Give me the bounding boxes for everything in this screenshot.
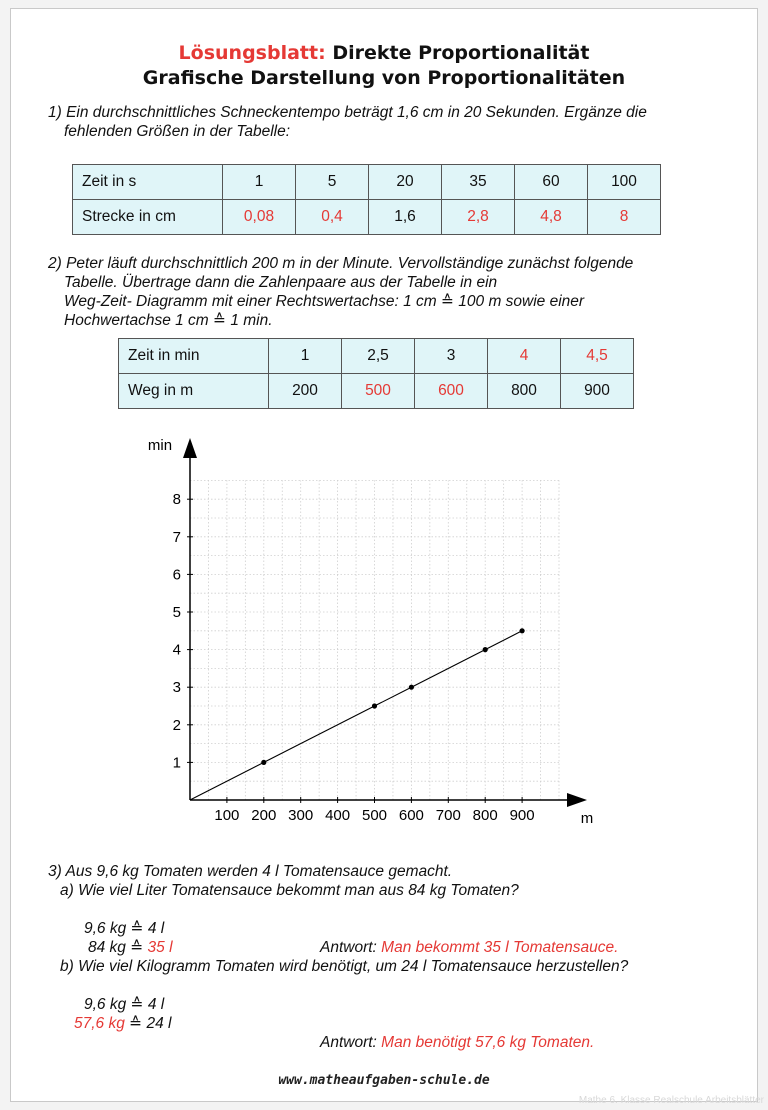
task2-line2: Tabelle. Übertrage dann die Zahlenpaare aus der Tabelle in ein bbox=[64, 274, 498, 291]
table-cell: 3 bbox=[415, 339, 488, 374]
task3b-line2-value: 57,6 kg bbox=[74, 1015, 125, 1032]
x-axis-arrow-icon bbox=[567, 793, 587, 807]
x-axis-label: m bbox=[580, 810, 594, 827]
table-cell: 200 bbox=[269, 374, 342, 409]
task3b-line1: 9,6 kg ≙ 4 l bbox=[84, 996, 165, 1013]
task3b-line2 bbox=[74, 1014, 171, 1033]
task3b-question: b) Wie viel Kilogramm Tomaten wird benötigt, um 24 l Tomatensauce herzustellen? bbox=[60, 958, 629, 975]
x-tick-label: 700 bbox=[435, 807, 461, 824]
table-cell: 2,8 bbox=[442, 200, 515, 235]
x-tick-label: 600 bbox=[398, 807, 424, 824]
title-line1: Direkte Proportionalität bbox=[332, 42, 590, 64]
task1-line1: 1) Ein durchschnittliches Schneckentempo beträgt 1,6 cm in 20 Sekunden. Ergänze die bbox=[48, 104, 647, 121]
x-tick-label: 300 bbox=[288, 807, 314, 824]
table-cell: 500 bbox=[342, 374, 415, 409]
table-cell: 5 bbox=[296, 165, 369, 200]
table-cell: 4,8 bbox=[515, 200, 588, 235]
y-tick-label: 8 bbox=[172, 491, 181, 509]
x-tick-label: 400 bbox=[325, 807, 351, 824]
table-cell: 100 bbox=[588, 165, 661, 200]
data-point bbox=[261, 760, 266, 765]
task3b-answer-text: Man benötigt 57,6 kg Tomaten. bbox=[381, 1034, 595, 1051]
watermark: Mathe 6. Klasse Realschule Arbeitsblätter bbox=[578, 1095, 764, 1106]
task2-line1: 2) Peter läuft durchschnittlich 200 m in der Minute. Vervollständige zunächst folgende bbox=[48, 255, 634, 272]
data-point bbox=[520, 628, 525, 633]
y-tick-label: 2 bbox=[172, 716, 181, 734]
y-tick-label: 6 bbox=[172, 566, 181, 584]
task3a-answer-text: Man bekommt 35 l Tomatensauce. bbox=[381, 939, 619, 956]
table-cell: 0,08 bbox=[223, 200, 296, 235]
data-point bbox=[372, 703, 377, 708]
table-cell: Weg in m bbox=[119, 374, 269, 409]
table-cell: 20 bbox=[369, 165, 442, 200]
table-cell: 4 bbox=[488, 339, 561, 374]
x-tick-label: 200 bbox=[251, 807, 277, 824]
task3-intro: 3) Aus 9,6 kg Tomaten werden 4 l Tomatensauce gemacht. bbox=[48, 863, 453, 880]
y-axis-arrow-icon bbox=[183, 438, 197, 458]
task3a-line1: 9,6 kg ≙ 4 l bbox=[84, 920, 165, 937]
table-cell: 4,5 bbox=[561, 339, 634, 374]
task3a-line2 bbox=[88, 938, 173, 957]
table-cell: 35 bbox=[442, 165, 515, 200]
table-cell: Zeit in min bbox=[119, 339, 269, 374]
table-cell: 800 bbox=[488, 374, 561, 409]
task2-line4: Hochwertachse 1 cm ≙ 1 min. bbox=[64, 312, 273, 329]
table-cell: 0,4 bbox=[296, 200, 369, 235]
table-cell: 60 bbox=[515, 165, 588, 200]
table-cell: 1 bbox=[269, 339, 342, 374]
task1-line2: fehlenden Größen in der Tabelle: bbox=[64, 123, 291, 140]
task3a-question: a) Wie viel Liter Tomatensauce bekommt man aus 84 kg Tomaten? bbox=[60, 882, 519, 899]
x-tick-label: 500 bbox=[361, 807, 388, 824]
task3a-answer-label: Antwort: bbox=[320, 939, 377, 956]
y-axis-label: min bbox=[147, 437, 173, 454]
table-cell: 2,5 bbox=[342, 339, 415, 374]
table-cell: Strecke in cm bbox=[73, 200, 223, 235]
y-tick-label: 4 bbox=[172, 641, 181, 659]
table-cell: 8 bbox=[588, 200, 661, 235]
task3b-answer bbox=[320, 1033, 594, 1052]
title-prefix: Lösungsblatt: bbox=[178, 42, 326, 64]
data-point bbox=[409, 685, 414, 690]
table-cell: 1,6 bbox=[369, 200, 442, 235]
y-tick-label: 3 bbox=[172, 679, 181, 697]
task3a-line2-value: 35 l bbox=[147, 939, 173, 956]
y-tick-label: 5 bbox=[172, 604, 181, 621]
table-cell: 1 bbox=[223, 165, 296, 200]
table-cell: 600 bbox=[415, 374, 488, 409]
task3b-answer-label: Antwort: bbox=[320, 1034, 377, 1051]
task3a-answer bbox=[320, 938, 618, 957]
task3b-line2-right: ≙ 24 l bbox=[129, 1015, 172, 1032]
data-point bbox=[483, 647, 488, 652]
y-tick-label: 1 bbox=[172, 754, 181, 772]
task2-line3: Weg-Zeit- Diagramm mit einer Rechtswertachse: 1 cm ≙ 100 m sowie einer bbox=[64, 293, 585, 310]
x-tick-label: 800 bbox=[472, 807, 498, 824]
footer-url[interactable]: www.matheaufgaben-schule.de bbox=[278, 1073, 490, 1088]
task3a-line2-left: 84 kg ≙ bbox=[88, 939, 144, 956]
y-tick-label: 7 bbox=[172, 528, 181, 546]
table-cell: 900 bbox=[561, 374, 634, 409]
x-tick-label: 100 bbox=[214, 807, 240, 824]
x-tick-label: 900 bbox=[509, 807, 535, 824]
table-cell: Zeit in s bbox=[73, 165, 223, 200]
page-subtitle: Grafische Darstellung von Proportionalitäten bbox=[142, 67, 626, 89]
